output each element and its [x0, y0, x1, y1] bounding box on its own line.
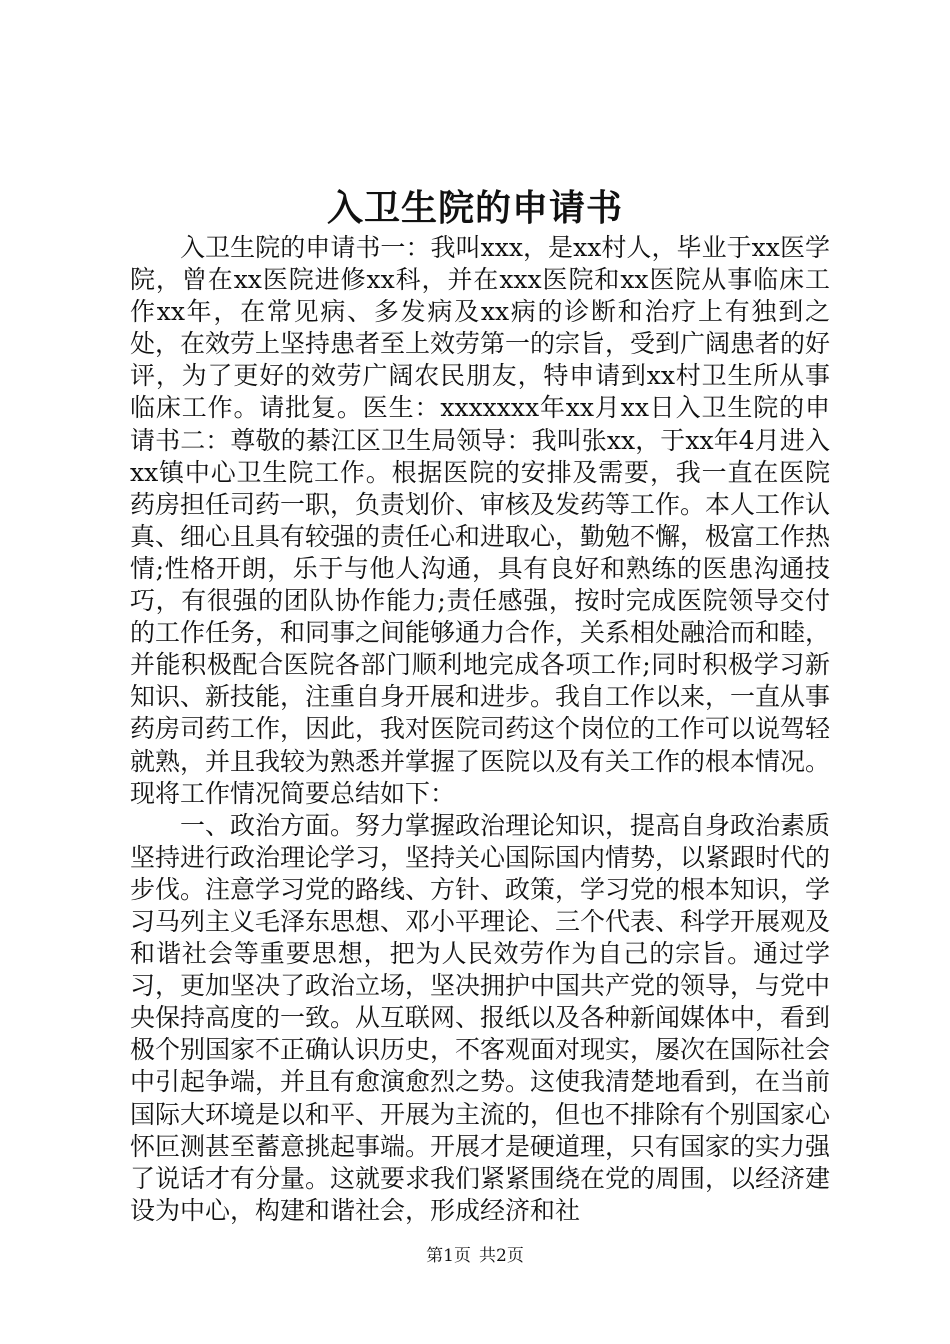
page-total: 共2页: [479, 1246, 524, 1266]
paragraph: 入卫生院的申请书一：我叫xxx，是xx村人，毕业于xx医学院，曾在xx医院进修xx科，并在xxx医院和xx医院从事临床工作xx年，在常见病、多发病及xx病的诊断和治疗上有独到之处，在效劳上坚持患者至上效劳第一的宗旨，受到广阔患者的好评，为了更好的效劳广阔农民朋友，特申请到xx村卫生所从事临床工作。请批复。医生：xxxxxxx年xx月xx日入卫生院的申请书二：尊敬的綦江区卫生局领导：我叫张xx，于xx年4月进入xx镇中心卫生院工作。根据医院的安排及需要，我一直在医院药房担任司药一职，负责划价、审核及发药等工作。本人工作认真、细心且具有较强的责任心和进取心，勤勉不懈，极富工作热情;性格开朗，乐于与他人沟通，具有良好和熟练的医患沟通技巧，有很强的团队协作能力;责任感强，按时完成医院领导交付的工作任务，和同事之间能够通力合作，关系相处融洽而和睦，并能积极配合医院各部门顺利地完成各项工作;同时积极学习新知识、新技能，注重自身开展和进步。我自工作以来，一直从事药房司药工作，因此，我对医院司药这个岗位的工作可以说驾轻就熟，并且我较为熟悉并掌握了医院以及有关工作的根本情况。现将工作情况简要总结如下：: [130, 233, 831, 808]
page-number: 第1页: [426, 1246, 471, 1266]
paragraph: 一、政治方面。努力掌握政治理论知识，提高自身政治素质坚持进行政治理论学习，坚持关心国际国内情势，以紧跟时代的步伐。注意学习党的路线、方针、政策，学习党的根本知识，学习马列主义毛泽东思想、邓小平理论、三个代表、科学开展观及和谐社会等重要思想，把为人民效劳作为自己的宗旨。通过学习，更加坚决了政治立场，坚决拥护中国共产党的领导，与党中央保持高度的一致。从互联网、报纸以及各种新闻媒体中，看到极个别国家不正确认识历史，不客观面对现实，屡次在国际社会中引起争端，并且有愈演愈烈之势。这使我清楚地看到，在当前国际大环境是以和平、开展为主流的，但也不排除有个别国家心怀叵测甚至蓄意挑起事端。开展才是硬道理，只有国家的实力强了说话才有分量。这就要求我们紧紧围绕在党的周围，以经济建设为中心，构建和谐社会，形成经济和社: [130, 810, 831, 1225]
document-title: 入卫生院的申请书: [326, 187, 623, 229]
document-body: [130, 232, 830, 1227]
page-footer: [0, 1244, 950, 1268]
